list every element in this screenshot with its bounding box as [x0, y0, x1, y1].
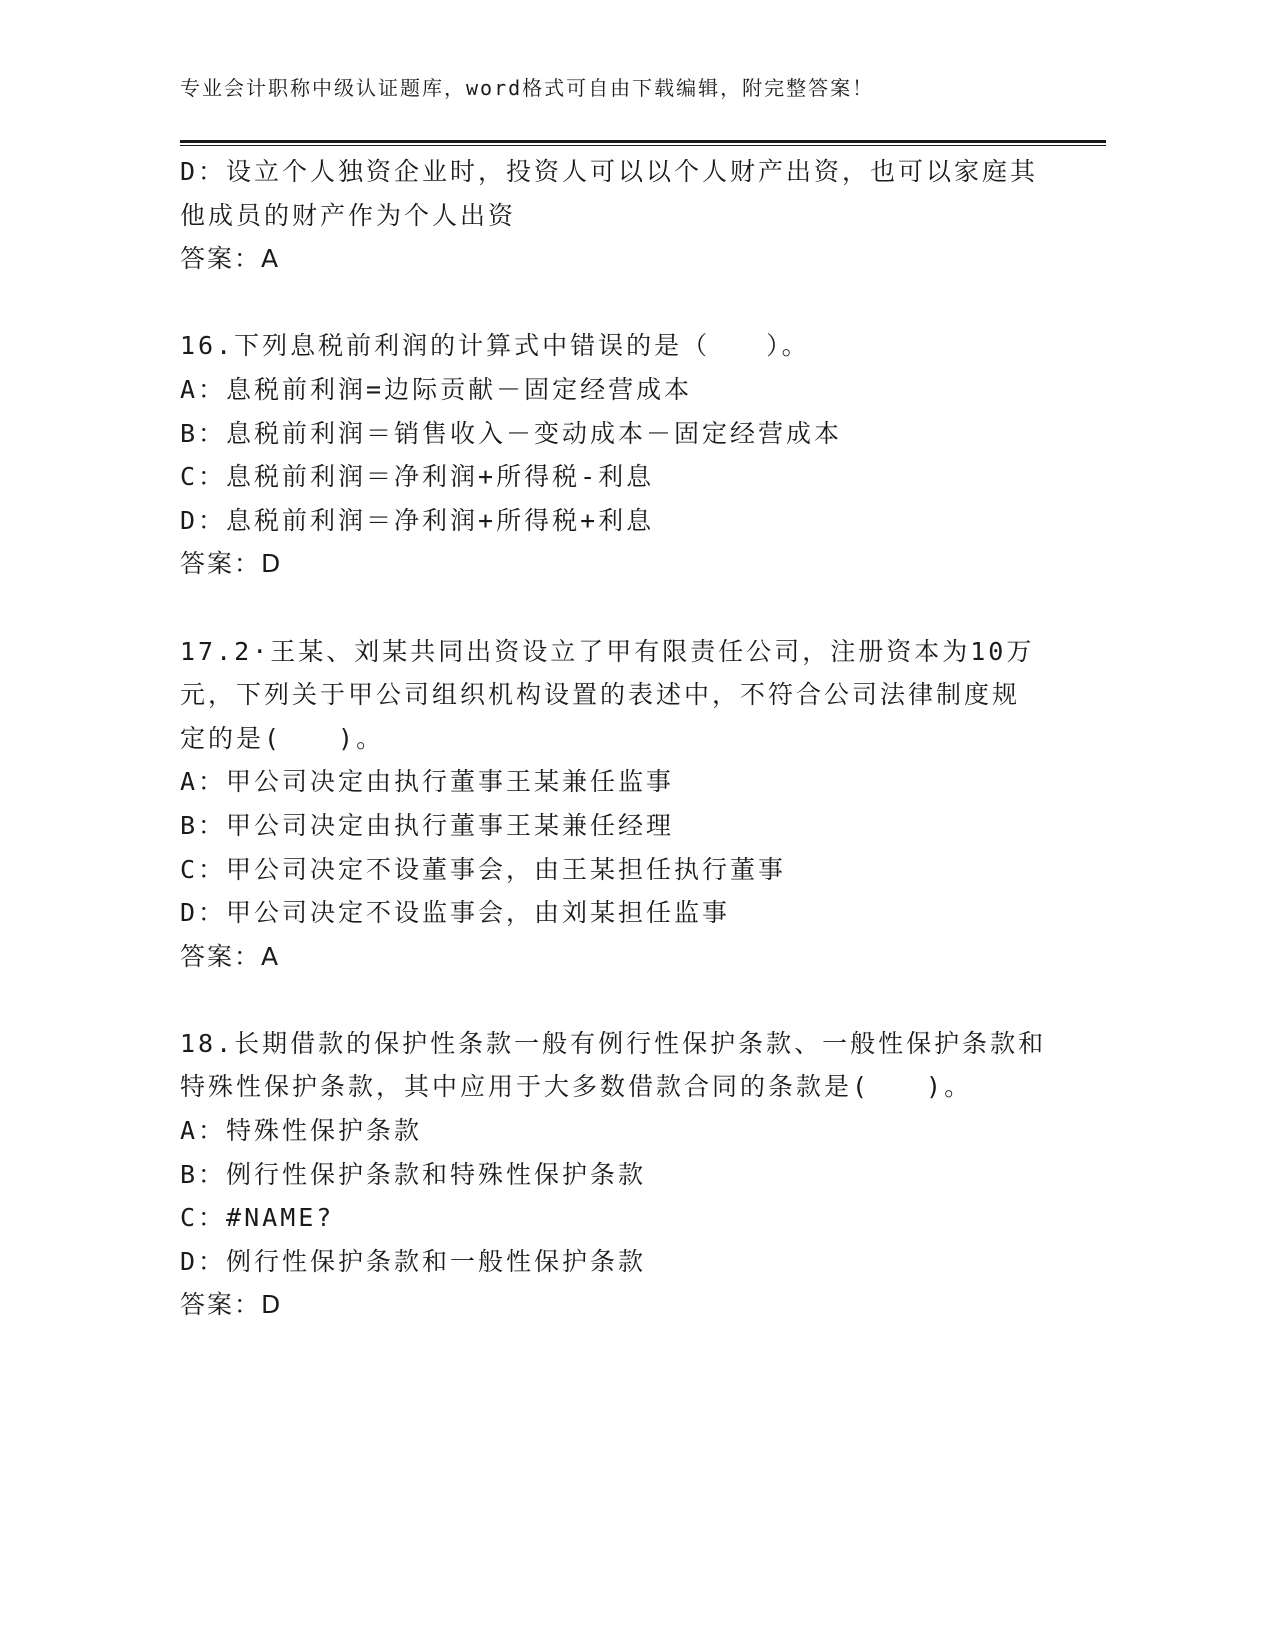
option-a: A：甲公司决定由执行董事王某兼任监事	[180, 767, 675, 797]
option-d: D：息税前利润＝净利润+所得税+利息	[180, 505, 655, 535]
option-c: C：#NAME?	[180, 1203, 335, 1233]
option-d-line-2: 他成员的财产作为个人出资	[180, 200, 517, 230]
header-divider-thick	[180, 140, 1106, 143]
spacer	[180, 586, 1040, 630]
answer: 答案：A	[180, 244, 281, 274]
question-18	[180, 1022, 1047, 1327]
option-d: D：甲公司决定不设监事会，由刘某担任监事	[180, 898, 731, 928]
answer: 答案：D	[180, 1290, 283, 1320]
question-stem-line-2: 特殊性保护条款，其中应用于大多数借款合同的条款是( )。	[180, 1072, 973, 1102]
option-c: C：息税前利润＝净利润+所得税-利息	[180, 462, 655, 492]
option-c: C：甲公司决定不设董事会，由王某担任执行董事	[180, 854, 787, 884]
spacer	[180, 281, 1040, 325]
question-stem-line-2: 元，下列关于甲公司组织机构设置的表述中，不符合公司法律制度规	[180, 680, 1021, 710]
spacer	[180, 978, 1040, 1022]
answer: 答案：A	[180, 941, 281, 971]
question-16	[180, 324, 1040, 586]
document-body	[180, 150, 1047, 1327]
option-a: A：息税前利润=边际贡献－固定经营成本	[180, 374, 693, 404]
option-a: A：特殊性保护条款	[180, 1116, 423, 1146]
question-stem: 16.下列息税前利润的计算式中错误的是（ ）。	[180, 331, 810, 361]
option-b: B：息税前利润＝销售收入－变动成本－固定经营成本	[180, 418, 843, 448]
option-b: B：甲公司决定由执行董事王某兼任经理	[180, 810, 675, 840]
option-d-line-1: D：设立个人独资企业时，投资人可以以个人财产出资，也可以家庭其	[180, 157, 1039, 186]
question-stem-line-1: 17.2·王某、刘某共同出资设立了甲有限责任公司，注册资本为10万	[180, 636, 1035, 666]
question-stem-line-1: 18.长期借款的保护性条款一般有例行性保护条款、一般性保护条款和	[180, 1028, 1047, 1058]
header-divider	[180, 140, 1106, 146]
question-17	[180, 630, 1040, 979]
option-d: D：例行性保护条款和一般性保护条款	[180, 1246, 647, 1276]
page-header: 专业会计职称中级认证题库，word格式可自由下载编辑，附完整答案！	[180, 76, 875, 100]
option-b: B：例行性保护条款和特殊性保护条款	[180, 1159, 647, 1189]
question-15-continuation	[180, 150, 1040, 281]
answer: 答案：D	[180, 549, 283, 579]
question-stem-line-3: 定的是( )。	[180, 723, 385, 753]
header-divider-thin	[180, 145, 1106, 146]
